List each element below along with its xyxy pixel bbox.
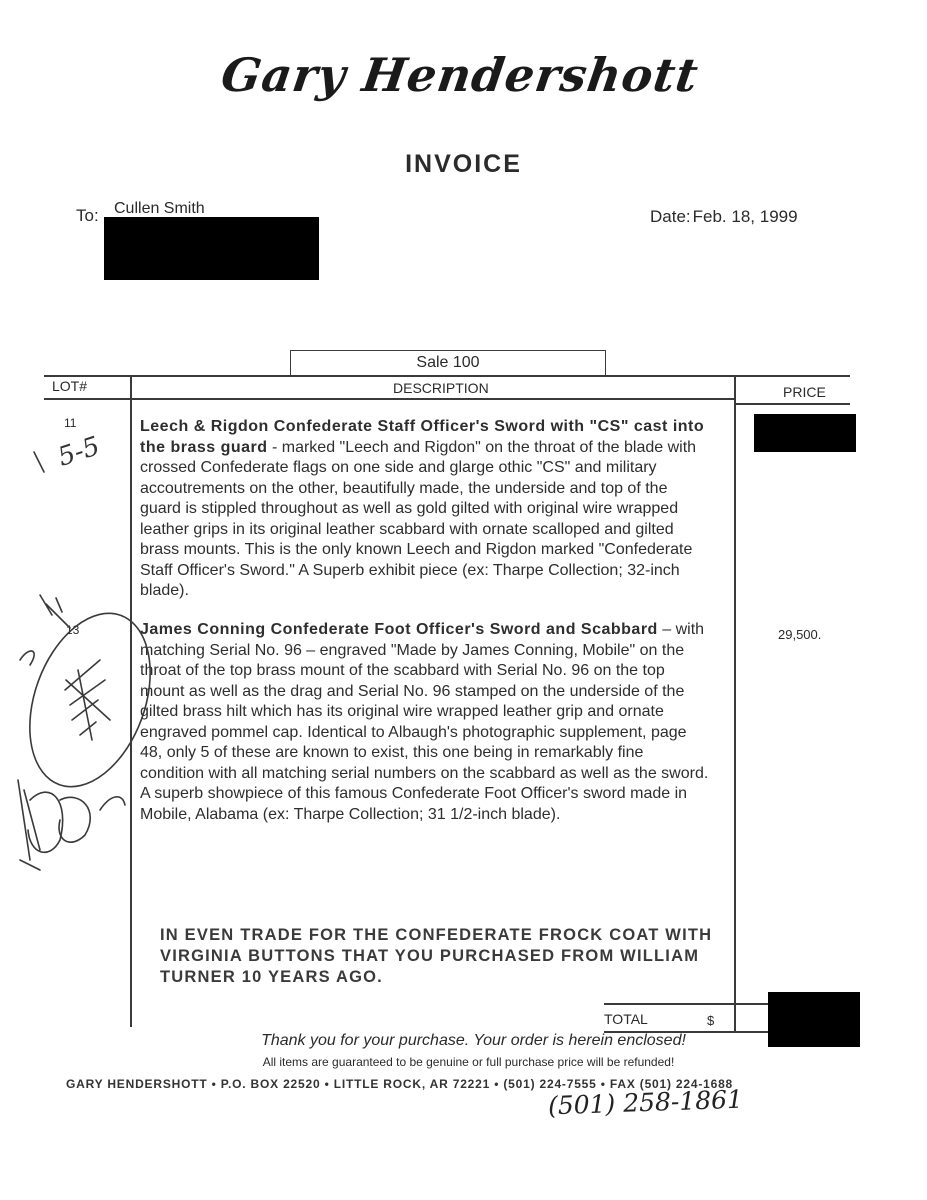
redacted-address — [104, 217, 319, 280]
document-title: INVOICE — [405, 150, 522, 178]
item-title: Leech & Rigdon Confederate Staff Officer's Sword with "CS" cast into the brass guard — [140, 418, 705, 456]
thank-you-note: Thank you for your purchase. Your order is herein enclosed! — [261, 1032, 686, 1049]
lot-number: 11 — [64, 416, 77, 430]
date-value: Feb. 18, 1999 — [692, 207, 798, 226]
handwritten-phone: (501) 258-1861 — [547, 1084, 744, 1121]
lot-header: LOT# — [52, 378, 88, 394]
item-description — [140, 620, 710, 825]
price-header: PRICE — [783, 384, 826, 400]
header-bottom-rule-right — [734, 403, 850, 405]
recipient-name: Cullen Smith — [114, 200, 205, 217]
redacted-price — [754, 414, 856, 452]
date-label: Date: — [650, 207, 691, 226]
invoice-date — [648, 207, 798, 227]
footer-address: GARY HENDERSHOTT • P.O. BOX 22520 • LITTLE ROCK, AR 72221 • (501) 224-7555 • FAX (501) 224-1688 — [66, 1077, 734, 1091]
margin-note: 5-5 — [54, 431, 104, 473]
recipient-label: To: — [76, 206, 99, 225]
trade-note: IN EVEN TRADE FOR THE CONFEDERATE FROCK COAT WITH VIRGINIA BUTTONS THAT YOU PURCHASED FROM WILLIAM TURNER 10 YEARS AGO. — [160, 926, 713, 986]
header-bottom-rule-left — [44, 398, 734, 400]
guarantee-note: All items are guaranteed to be genuine or full purchase price will be refunded! — [262, 1055, 675, 1069]
item-price: 29,500. — [778, 627, 822, 642]
item-description — [140, 417, 710, 602]
lot-number: 13 — [66, 623, 80, 637]
sale-label: Sale 100 — [290, 350, 606, 375]
item-body: – with matching Serial No. 96 – engraved "Made by James Conning, Mobile" on the throat of the top brass mount of the scabbard with Serial No. 96 on the top mount as well as the drag and Serial No. 96 stamped on the underside of the gilted brass hilt which has its original wire wrapped leather grip and ornate engraved pommel cap. Identical to Albaugh's photographic supplement, page 48, only 5 of these are known to exist, this one being in remarkably fine condition with all matching serial numbers on the scabbard as well as the sword. A superb showpiece of this famous Confederate Foot Officer's sword made in Mobile, Alabama (ex: Tharpe Collection; 31 1/2-inch blade). — [140, 621, 709, 823]
table-top-rule — [44, 375, 850, 377]
description-header: DESCRIPTION — [393, 380, 489, 396]
item-body: - marked "Leech and Rigdon" on the throat of the blade with crossed Confederate flags on one side and glarge othic "CS" and military accoutrements on the other, beautifully made, the underside and top of the guard is stippled throughout as well as gold gilted with original wire wrapped leather grips in its original leather scabbard with ornate scalloped and gilted brass mounts. This is the only known Leech and Rigdon marked "Confederate Staff Officer's Sword." A Superb exhibit piece (ex: Tharpe Collection; 32-inch blade). — [140, 438, 697, 599]
total-currency: $ — [707, 1013, 715, 1028]
total-label: TOTAL — [604, 1011, 648, 1027]
letterhead-logo: Gary Hendershott — [217, 48, 703, 102]
price-column-divider — [734, 375, 736, 1033]
lot-column-divider — [130, 375, 132, 1027]
item-title: James Conning Confederate Foot Officer's Sword and Scabbard — [140, 621, 658, 638]
